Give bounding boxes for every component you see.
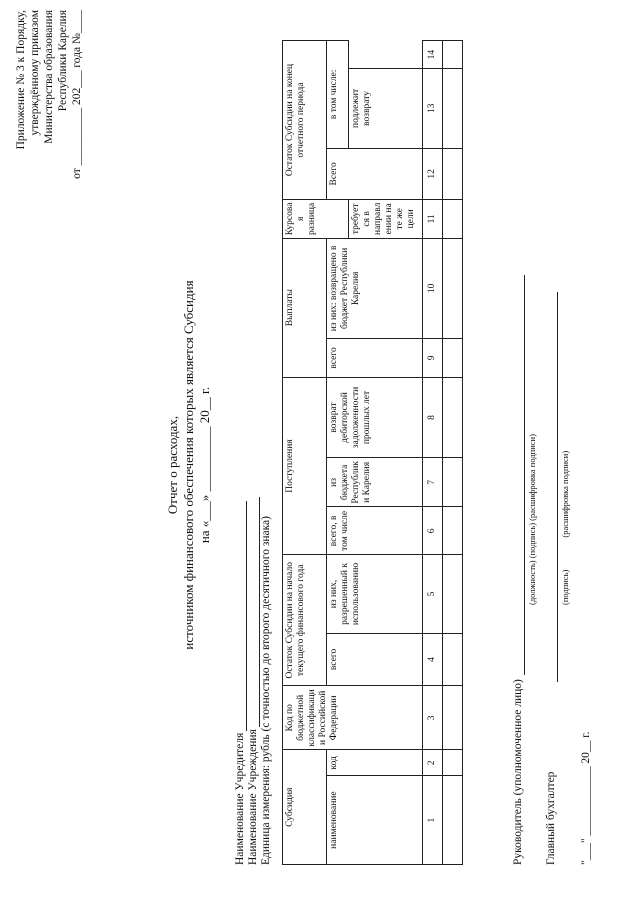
col-number: 13 xyxy=(423,69,443,148)
header-name: наименование xyxy=(327,776,423,865)
title-line-2: источником финансового обеспечения которых является Субсидия xyxy=(181,280,196,650)
table-cell[interactable] xyxy=(443,69,463,148)
header-to-return: подлежит возврату xyxy=(349,69,423,148)
table-row xyxy=(443,41,463,865)
col-number: 2 xyxy=(423,750,443,776)
title-line-3: на «___» __________ 20__ г. xyxy=(197,386,212,544)
header-balance-allowed: из них, разрешенный к использованию xyxy=(327,555,423,633)
institution-label: Наименование Учреждения xyxy=(247,729,259,865)
col-number: 7 xyxy=(423,458,443,507)
table-cell[interactable] xyxy=(443,507,463,555)
col-number: 10 xyxy=(423,238,443,339)
header-balance-total: всего xyxy=(327,633,423,686)
header-subsidy: Субсидия xyxy=(283,750,327,865)
accountant-label: Главный бухгалтер xyxy=(545,771,557,865)
table-cell[interactable] xyxy=(443,200,463,239)
header-receipts-total: всего, в том числе xyxy=(327,507,423,555)
founder-label: Наименование Учредителя xyxy=(234,732,246,865)
founder-input-line[interactable] xyxy=(235,501,247,731)
table-cell[interactable] xyxy=(443,555,463,633)
header-required: требуется в направлении на те же цели xyxy=(349,200,423,239)
col-number: 8 xyxy=(423,377,443,458)
appendix-line-1: Приложение № 3 к Порядку, xyxy=(15,10,27,150)
head-label: Руководитель (уполномоченное лицо) xyxy=(512,679,524,865)
table-cell[interactable] xyxy=(443,41,463,69)
col-number: 1 xyxy=(423,776,443,865)
table-cell[interactable] xyxy=(443,339,463,378)
header-end-total: Всего xyxy=(327,148,423,199)
table-cell[interactable] xyxy=(443,458,463,507)
institution-input-line[interactable] xyxy=(248,497,260,727)
table-cell[interactable] xyxy=(443,377,463,458)
header-payments: Выплаты xyxy=(283,238,327,377)
col-number: 5 xyxy=(423,555,443,633)
col-number: 6 xyxy=(423,507,443,555)
report-table xyxy=(282,40,463,865)
appendix-line-4: Республики Карелия xyxy=(57,10,69,112)
table-cell[interactable] xyxy=(443,148,463,199)
header-payments-returned: из них: возвращено в бюджет Республики Карелия xyxy=(327,238,423,339)
table-cell[interactable] xyxy=(443,776,463,865)
table-cell[interactable] xyxy=(443,633,463,686)
accountant-caption-2: (расшифровка подписи) xyxy=(560,450,570,538)
head-caption: (должность) (подпись) (расшифровка подписи) xyxy=(527,434,537,605)
header-budget-code: Код по бюджетной классификации Российской Федерации xyxy=(283,686,423,750)
table-cell[interactable] xyxy=(443,686,463,750)
col-number: 4 xyxy=(423,633,443,686)
col-number: 12 xyxy=(423,148,443,199)
header-balance-end: Остаток Субсидии на конец отчетного периода xyxy=(283,41,327,200)
appendix-line-2: утверждённому приказом xyxy=(29,10,41,136)
fields-block xyxy=(234,265,273,865)
col-number: 11 xyxy=(423,200,443,239)
unit-label: Единица измерения: рубль (с точностью до второго десятичного знака) xyxy=(260,516,272,865)
header-receipts-budget: из бюджета Республики Карелия xyxy=(327,458,423,507)
col-number: 14 xyxy=(423,41,443,69)
report-title xyxy=(165,165,213,765)
signatures-block xyxy=(512,165,593,865)
header-including: в том числе: xyxy=(327,41,349,149)
accountant-signature-line[interactable] xyxy=(546,292,558,682)
appendix-block xyxy=(14,10,84,345)
accountant-caption: (подпись) xyxy=(560,569,570,605)
table-cell[interactable] xyxy=(443,750,463,776)
col-number: 3 xyxy=(423,686,443,750)
appendix-line-5: от __________ 202___ года №____ xyxy=(71,10,83,179)
col-number: 9 xyxy=(423,339,443,378)
header-fx-diff: Курсовая разница xyxy=(283,200,349,239)
appendix-line-3: Министерства образования xyxy=(43,10,55,144)
signature-date: "___" ____________ 20__ г. xyxy=(580,731,592,865)
header-receipts: Поступления xyxy=(283,377,327,555)
title-line-1: Отчет о расходах, xyxy=(165,415,180,515)
header-receipts-return: возврат дебиторской задолженности прошлых лет xyxy=(327,377,423,458)
header-balance-start: Остаток Субсидии на начало текущего финансового года xyxy=(283,555,327,686)
header-code: код xyxy=(327,750,423,776)
column-numbers-row xyxy=(423,41,443,865)
head-signature-line[interactable] xyxy=(513,275,525,675)
table-cell[interactable] xyxy=(443,238,463,339)
header-payments-total: всего xyxy=(327,339,423,378)
